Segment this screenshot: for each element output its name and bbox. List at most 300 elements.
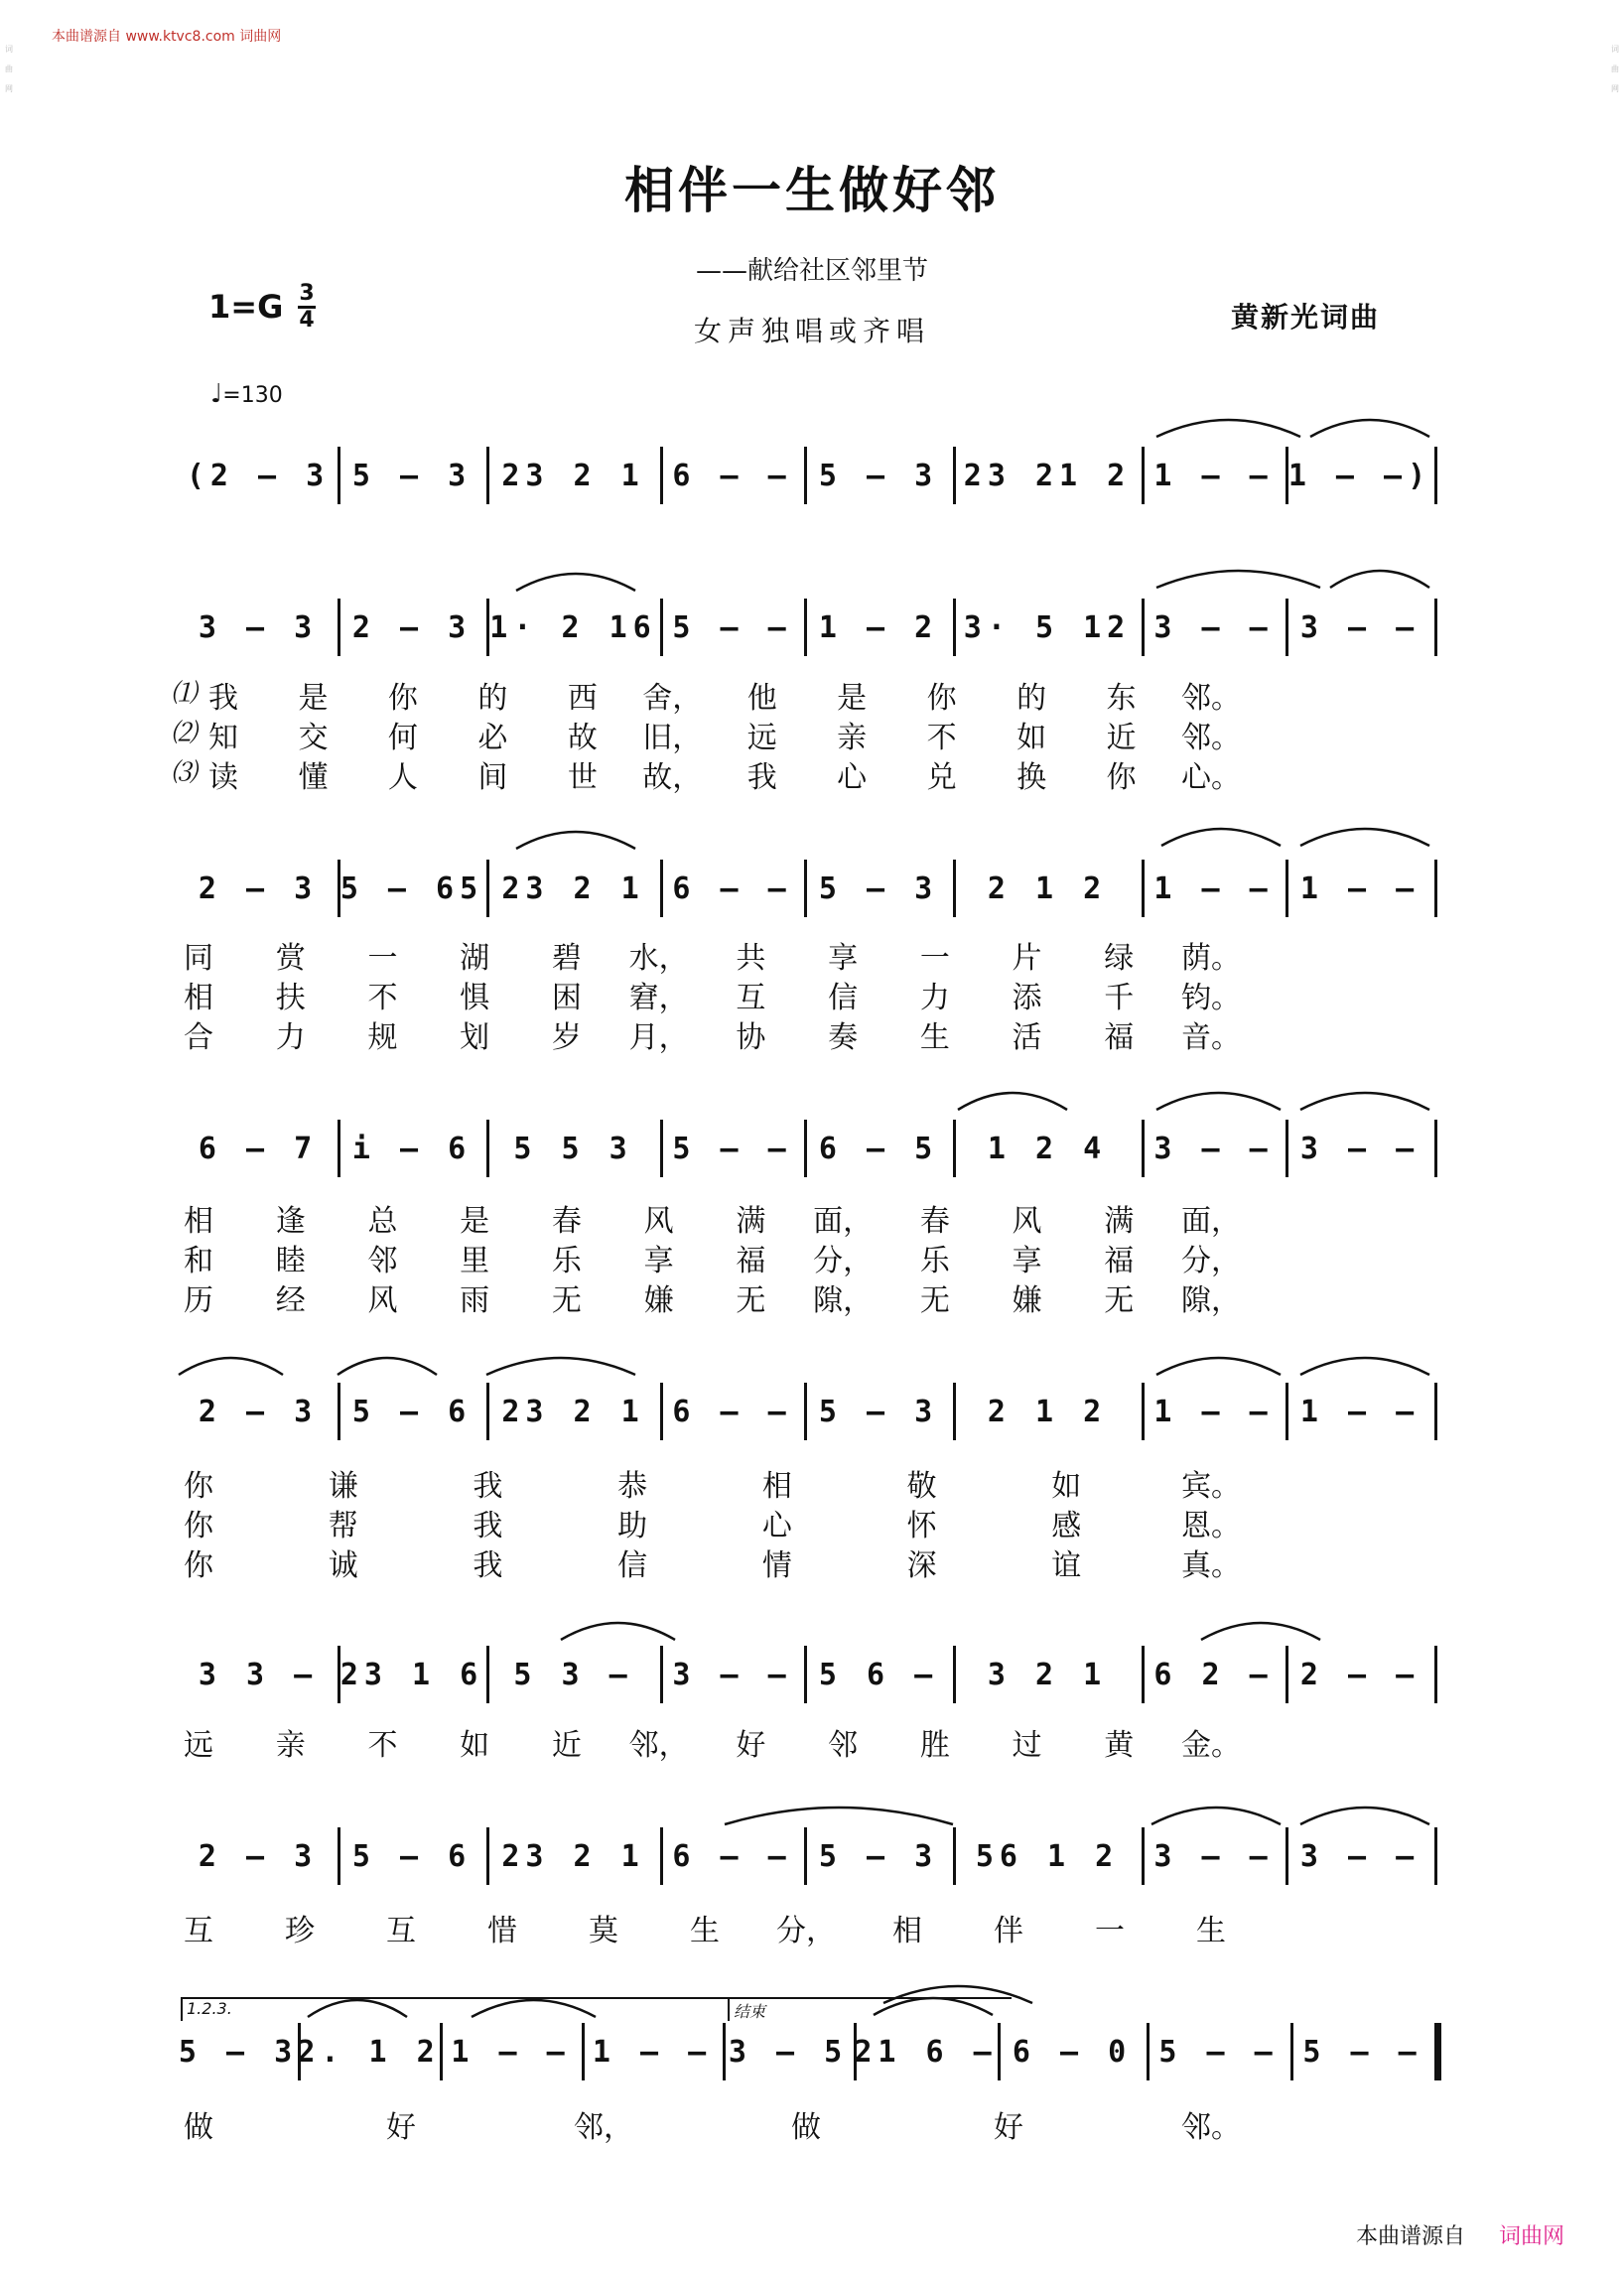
volta-final-ending: 结束 bbox=[728, 1997, 1012, 2021]
slur-arc bbox=[1156, 1093, 1281, 1110]
measure-notes: 2 – 3 bbox=[198, 1395, 319, 1429]
measure-notes: 2 1 2 bbox=[987, 871, 1108, 906]
lyric-syllable: 好 bbox=[736, 1728, 766, 1763]
bar-line bbox=[660, 860, 663, 917]
lyric-syllable: 活 bbox=[1012, 1020, 1042, 1055]
lyric-syllable: 近 bbox=[551, 1728, 582, 1763]
slur-arc bbox=[958, 1093, 1067, 1110]
lyric-syllable: 间 bbox=[477, 760, 508, 795]
measure-notes: 1 2 4 bbox=[987, 1132, 1108, 1166]
lyric-syllable: 如 bbox=[1051, 1469, 1082, 1504]
lyric-syllable: 荫。 bbox=[1181, 941, 1241, 976]
measure-notes: 5 – – bbox=[672, 1132, 792, 1166]
song-title: 相伴一生做好邻 bbox=[624, 162, 1000, 219]
performer-note: 女声独唱或齐唱 bbox=[693, 315, 930, 347]
measure-notes: 1 – –) bbox=[1287, 459, 1432, 493]
slur-arc bbox=[338, 1358, 437, 1375]
lyric-syllable: 黄 bbox=[1104, 1728, 1135, 1763]
bar-line bbox=[1142, 1120, 1145, 1177]
lyric-syllable: 水， bbox=[628, 941, 689, 976]
bar-line bbox=[1142, 1646, 1145, 1703]
lyric-syllable: 千 bbox=[1104, 981, 1135, 1015]
bar-line bbox=[1286, 860, 1288, 917]
lyric-syllable: 情 bbox=[761, 1548, 792, 1583]
measure-notes: 5 – 65 bbox=[339, 871, 484, 906]
time-sig-bottom: 4 bbox=[299, 308, 315, 333]
lyric-syllable: 岁 bbox=[551, 1020, 582, 1055]
lyric-syllable: 共 bbox=[736, 941, 766, 976]
measure-notes: 6 – – bbox=[672, 871, 792, 906]
bar-line bbox=[1434, 1383, 1437, 1440]
lyric-syllable: 怀 bbox=[906, 1509, 937, 1543]
bar-line bbox=[1434, 599, 1437, 656]
bar-line bbox=[953, 1383, 956, 1440]
lyric-syllable: 换 bbox=[1016, 760, 1047, 795]
slur-arc bbox=[1300, 829, 1429, 846]
bar-line bbox=[486, 1646, 489, 1703]
lyric-syllable: 相 bbox=[184, 1204, 213, 1239]
bar-line bbox=[338, 447, 340, 504]
lyric-syllable: 好 bbox=[994, 2110, 1023, 2145]
slur-arc bbox=[1300, 1358, 1429, 1375]
lyric-syllable: 钧。 bbox=[1181, 981, 1241, 1015]
lyric-syllable: 心 bbox=[761, 1509, 792, 1543]
bar-line bbox=[723, 2023, 726, 2080]
lyric-syllable: 邻， bbox=[628, 1728, 689, 1763]
bar-line bbox=[804, 599, 807, 656]
measure-notes: 23 21 2 bbox=[963, 459, 1132, 493]
lyric-syllable: 规 bbox=[367, 1020, 398, 1055]
slur-arc bbox=[1161, 829, 1281, 846]
slur-arc bbox=[179, 1358, 283, 1375]
lyric-syllable: 邻， bbox=[574, 2110, 633, 2145]
slur-arc bbox=[1300, 1093, 1429, 1110]
lyric-syllable: 我 bbox=[473, 1548, 503, 1583]
lyric-syllable: 划 bbox=[460, 1020, 490, 1055]
bar-line bbox=[804, 1827, 807, 1885]
bar-line bbox=[804, 1646, 807, 1703]
bar-line bbox=[1142, 1827, 1145, 1885]
bar-line bbox=[660, 1383, 663, 1440]
measure-notes: 3 – 3 bbox=[198, 610, 319, 645]
bar-line bbox=[582, 2023, 585, 2080]
lyric-syllable: 心 bbox=[837, 760, 868, 795]
measure-notes: 5 – 6 bbox=[351, 1395, 473, 1429]
bar-line bbox=[1147, 2023, 1150, 2080]
lyric-syllable: 旧， bbox=[642, 721, 703, 755]
lyric-syllable: 协 bbox=[736, 1020, 766, 1055]
measure-notes: 1 – – bbox=[1153, 871, 1274, 906]
lyric-syllable: 和 bbox=[184, 1244, 213, 1278]
measure-notes: 3 – 5 bbox=[728, 2035, 849, 2070]
lyric-syllable: 片 bbox=[1012, 941, 1042, 976]
lyric-syllable: 兑 bbox=[926, 760, 957, 795]
lyric-syllable: 邻 bbox=[828, 1728, 859, 1763]
right-side-watermark: 词曲网 bbox=[1611, 45, 1619, 93]
lyric-syllable: 交 bbox=[298, 721, 329, 755]
lyric-syllable: 力 bbox=[919, 981, 950, 1015]
bar-line bbox=[1434, 1646, 1437, 1703]
bar-line bbox=[486, 860, 489, 917]
lyric-syllable: 碧 bbox=[551, 941, 582, 976]
lyric-syllable: 困 bbox=[551, 981, 582, 1015]
lyric-syllable: 人 bbox=[387, 760, 418, 795]
tempo-value: =130 bbox=[222, 383, 283, 408]
lyric-syllable: 读 bbox=[208, 760, 238, 795]
lyric-syllable: 满 bbox=[736, 1204, 766, 1239]
measure-notes: 56 1 2 bbox=[975, 1839, 1120, 1874]
bar-line bbox=[953, 860, 956, 917]
lyric-syllable: 的 bbox=[1016, 681, 1047, 716]
bar-line bbox=[338, 599, 340, 656]
lyric-syllable: 如 bbox=[1016, 721, 1047, 755]
slur-arc bbox=[1156, 571, 1320, 588]
lyric-syllable: 信 bbox=[828, 981, 859, 1015]
lyric-syllable: 舍， bbox=[642, 681, 703, 716]
measure-notes: 3 – – bbox=[672, 1658, 792, 1692]
measure-notes: 5 – – bbox=[672, 610, 792, 645]
lyric-syllable: 亲 bbox=[275, 1728, 306, 1763]
lyric-syllable: 深 bbox=[906, 1548, 937, 1583]
measure-notes: 1 – – bbox=[1153, 1395, 1274, 1429]
lyric-syllable: 合 bbox=[184, 1020, 213, 1055]
lyric-syllable: 满 bbox=[1104, 1204, 1135, 1239]
lyric-syllable: 助 bbox=[617, 1509, 648, 1543]
lyric-syllable: 享 bbox=[1012, 1244, 1042, 1278]
lyric-syllable: 邻 bbox=[367, 1244, 398, 1278]
lyric-syllable: 雨 bbox=[460, 1283, 490, 1318]
lyric-syllable: 同 bbox=[184, 941, 213, 976]
lyric-syllable: 恩。 bbox=[1181, 1509, 1241, 1543]
lyric-syllable: 互 bbox=[386, 1914, 416, 1948]
quarter-note-icon: ♩ bbox=[210, 379, 223, 409]
bar-line bbox=[1434, 2023, 1441, 2080]
measure-notes: i – 6 bbox=[351, 1132, 473, 1166]
measure-notes: 6 – 7 bbox=[198, 1132, 319, 1166]
measure-notes: 1· 2 16 bbox=[489, 610, 657, 645]
lyric-syllable: 世 bbox=[567, 760, 598, 795]
measure-notes: 3 – – bbox=[1153, 1132, 1274, 1166]
lyric-syllable: 恭 bbox=[617, 1469, 648, 1504]
measure-notes: 3 3 – bbox=[198, 1658, 319, 1692]
lyric-syllable: 珍 bbox=[285, 1914, 315, 1948]
lyric-syllable: 总 bbox=[367, 1204, 398, 1239]
lyric-syllable: 奏 bbox=[828, 1020, 859, 1055]
lyric-syllable: 分， bbox=[813, 1244, 874, 1278]
lyric-syllable: 湖 bbox=[460, 941, 490, 976]
lyric-syllable: 乐 bbox=[919, 1244, 950, 1278]
lyric-syllable: 我 bbox=[746, 760, 777, 795]
lyric-syllable: 你 bbox=[1106, 760, 1137, 795]
bar-line bbox=[660, 1827, 663, 1885]
lyric-syllable: 诚 bbox=[328, 1548, 358, 1583]
measure-notes: 1 – – bbox=[1299, 871, 1421, 906]
measure-notes: 3· 5 12 bbox=[963, 610, 1132, 645]
lyric-syllable: 享 bbox=[643, 1244, 674, 1278]
lyric-syllable: 我 bbox=[473, 1469, 503, 1504]
bar-line bbox=[1142, 860, 1145, 917]
lyric-syllable: 窘， bbox=[628, 981, 689, 1015]
lyric-syllable: 隙， bbox=[1181, 1283, 1241, 1318]
measure-notes: 5 – 6 bbox=[351, 1839, 473, 1874]
bar-line bbox=[1142, 599, 1145, 656]
lyric-syllable: 你 bbox=[184, 1548, 213, 1583]
bar-line bbox=[1286, 599, 1288, 656]
lyric-syllable: 隙， bbox=[813, 1283, 874, 1318]
lyric-syllable: 近 bbox=[1106, 721, 1137, 755]
lyric-syllable: 故， bbox=[642, 760, 703, 795]
lyric-syllable: 扶 bbox=[275, 981, 306, 1015]
lyric-syllable: 宾。 bbox=[1181, 1469, 1241, 1504]
lyric-syllable: 故 bbox=[567, 721, 598, 755]
measure-notes: 23 2 1 bbox=[501, 459, 645, 493]
lyric-syllable: 春 bbox=[551, 1204, 582, 1239]
lyric-syllable: 是 bbox=[298, 681, 329, 716]
lyric-syllable: 无 bbox=[736, 1283, 766, 1318]
lyric-syllable: 莫 bbox=[589, 1914, 618, 1948]
lyric-syllable: 经 bbox=[275, 1283, 306, 1318]
bar-line bbox=[1286, 1646, 1288, 1703]
slur-arc bbox=[1156, 420, 1300, 437]
measure-notes: 5 – 3 bbox=[351, 459, 473, 493]
bar-line bbox=[804, 860, 807, 917]
measure-notes: 6 – – bbox=[672, 1395, 792, 1429]
lyric-syllable: 相 bbox=[761, 1469, 792, 1504]
slur-arc bbox=[1330, 571, 1429, 588]
bar-line bbox=[486, 1383, 489, 1440]
lyric-syllable: 做 bbox=[184, 2110, 213, 2145]
measure-notes: 3 – – bbox=[1299, 1132, 1421, 1166]
lyric-syllable: 他 bbox=[746, 681, 777, 716]
measure-notes: 3 – – bbox=[1299, 610, 1421, 645]
measure-notes: 3 2 1 bbox=[987, 1658, 1108, 1692]
measure-notes: 6 – 0 bbox=[1012, 2035, 1133, 2070]
slur-arc bbox=[1310, 420, 1429, 437]
lyric-syllable: 春 bbox=[919, 1204, 950, 1239]
measure-notes: 6 – 5 bbox=[818, 1132, 939, 1166]
footer-site-link[interactable]: 词曲网 bbox=[1499, 2224, 1565, 2249]
bar-line bbox=[953, 599, 956, 656]
bar-line bbox=[1434, 1120, 1437, 1177]
lyric-syllable: 不 bbox=[926, 721, 957, 755]
measure-notes: 23 2 1 bbox=[501, 871, 645, 906]
lyric-syllable: 福 bbox=[736, 1244, 766, 1278]
lyric-syllable: 月， bbox=[628, 1020, 689, 1055]
lyric-syllable: 乐 bbox=[551, 1244, 582, 1278]
lyric-syllable: 西 bbox=[567, 681, 598, 716]
lyric-syllable: 你 bbox=[184, 1509, 213, 1543]
measure-notes: 5 3 – bbox=[513, 1658, 633, 1692]
measure-notes: 2 – 3 bbox=[351, 610, 473, 645]
bar-line bbox=[660, 1120, 663, 1177]
lyric-syllable: 分， bbox=[1181, 1244, 1241, 1278]
verse-number: ⑶ bbox=[171, 758, 198, 788]
measure-notes: 5 – 3 bbox=[178, 2035, 299, 2070]
lyric-syllable: 好 bbox=[386, 2110, 416, 2145]
source-watermark: 本曲谱源自 www.ktvc8.com 词曲网 bbox=[52, 29, 282, 45]
bar-line bbox=[953, 1646, 956, 1703]
bar-line bbox=[804, 1383, 807, 1440]
lyric-syllable: 惧 bbox=[460, 981, 490, 1015]
lyric-syllable: 不 bbox=[367, 981, 398, 1015]
lyric-syllable: 必 bbox=[477, 721, 508, 755]
lyric-syllable: 历 bbox=[184, 1283, 213, 1318]
lyric-syllable: 是 bbox=[837, 681, 868, 716]
lyric-syllable: 你 bbox=[926, 681, 957, 716]
bar-line bbox=[953, 1827, 956, 1885]
measure-notes: (2 – 3 bbox=[186, 459, 331, 493]
lyric-syllable: 分， bbox=[776, 1914, 836, 1948]
lyric-syllable: 相 bbox=[184, 981, 213, 1015]
song-subtitle: ——献给社区邻里节 bbox=[695, 256, 928, 286]
lyric-syllable: 一 bbox=[1095, 1914, 1125, 1948]
measure-notes: 5 – – bbox=[1302, 2035, 1422, 2070]
bar-line bbox=[486, 1827, 489, 1885]
measure-notes: 21 6 – bbox=[854, 2035, 998, 2070]
lyric-syllable: 逢 bbox=[275, 1204, 306, 1239]
bar-line bbox=[660, 599, 663, 656]
lyric-syllable: 生 bbox=[690, 1914, 720, 1948]
time-sig-top: 3 bbox=[299, 281, 315, 306]
lyric-syllable: 邻。 bbox=[1181, 721, 1241, 755]
bar-line bbox=[1142, 1383, 1145, 1440]
lyric-syllable: 赏 bbox=[275, 941, 306, 976]
bar-line bbox=[486, 447, 489, 504]
lyric-syllable: 福 bbox=[1104, 1244, 1135, 1278]
measure-notes: 3 – – bbox=[1153, 1839, 1274, 1874]
bar-line bbox=[486, 1120, 489, 1177]
left-side-watermark: 词曲网 bbox=[5, 45, 13, 93]
bar-line bbox=[1286, 1120, 1288, 1177]
lyric-syllable: 风 bbox=[1012, 1204, 1042, 1239]
lyric-syllable: 敬 bbox=[906, 1469, 937, 1504]
measure-notes: 23 2 1 bbox=[501, 1839, 645, 1874]
lyric-syllable: 我 bbox=[473, 1509, 503, 1543]
lyric-syllable: 音。 bbox=[1181, 1020, 1241, 1055]
verse-number: ⑴ bbox=[171, 679, 198, 709]
measure-notes: 1 – 2 bbox=[818, 610, 939, 645]
slur-arc bbox=[725, 1808, 953, 1824]
measure-notes: 5 – – bbox=[1158, 2035, 1279, 2070]
lyric-syllable: 我 bbox=[208, 681, 238, 716]
lyric-syllable: 惜 bbox=[487, 1914, 517, 1948]
author-credit: 黄新光词曲 bbox=[1231, 301, 1381, 334]
lyric-syllable: 邻。 bbox=[1181, 2110, 1241, 2145]
measure-notes: 2 – – bbox=[1299, 1658, 1421, 1692]
lyric-syllable: 你 bbox=[184, 1469, 213, 1504]
bar-line bbox=[1290, 2023, 1293, 2080]
volta-first-ending: 1.2.3. bbox=[181, 1997, 728, 2021]
lyric-syllable: 心。 bbox=[1181, 760, 1241, 795]
bar-line bbox=[1286, 1827, 1288, 1885]
lyric-syllable: 帮 bbox=[328, 1509, 358, 1543]
lyric-syllable: 绿 bbox=[1104, 941, 1135, 976]
lyric-syllable: 风 bbox=[643, 1204, 674, 1239]
lyric-syllable: 一 bbox=[919, 941, 950, 976]
measure-notes: 2 – 3 bbox=[198, 871, 319, 906]
slur-arc bbox=[561, 1623, 675, 1640]
measure-notes: 1 – – bbox=[451, 2035, 571, 2070]
tempo-marking bbox=[210, 379, 283, 409]
lyric-syllable: 添 bbox=[1012, 981, 1042, 1015]
lyric-syllable: 无 bbox=[1104, 1283, 1135, 1318]
lyric-syllable: 感 bbox=[1051, 1509, 1082, 1543]
lyric-syllable: 懂 bbox=[298, 760, 329, 795]
lyric-syllable: 生 bbox=[919, 1020, 950, 1055]
bar-line bbox=[338, 1120, 340, 1177]
measure-notes: 5 5 3 bbox=[513, 1132, 633, 1166]
key-signature: 1=G bbox=[208, 288, 284, 326]
bar-line bbox=[338, 1383, 340, 1440]
lyric-syllable: 相 bbox=[892, 1914, 922, 1948]
lyric-syllable: 一 bbox=[367, 941, 398, 976]
lyric-syllable: 真。 bbox=[1181, 1548, 1241, 1583]
measure-notes: 1 – – bbox=[1299, 1395, 1421, 1429]
measure-notes: 2. 1 2 bbox=[297, 2035, 441, 2070]
lyric-syllable: 远 bbox=[746, 721, 777, 755]
measure-notes: 2 1 2 bbox=[987, 1395, 1108, 1429]
lyric-syllable: 亲 bbox=[837, 721, 868, 755]
measure-notes: 3 – – bbox=[1153, 610, 1274, 645]
lyric-syllable: 睦 bbox=[275, 1244, 306, 1278]
lyric-syllable: 何 bbox=[387, 721, 418, 755]
lyric-syllable: 是 bbox=[460, 1204, 490, 1239]
lyric-syllable: 互 bbox=[736, 981, 766, 1015]
lyric-syllable: 嫌 bbox=[1012, 1283, 1042, 1318]
lyric-syllable: 过 bbox=[1012, 1728, 1042, 1763]
measure-notes: 5 – 3 bbox=[818, 871, 939, 906]
bar-line bbox=[998, 2023, 1001, 2080]
lyric-syllable: 的 bbox=[477, 681, 508, 716]
lyric-syllable: 福 bbox=[1104, 1020, 1135, 1055]
measure-notes: 23 1 6 bbox=[339, 1658, 484, 1692]
bar-line bbox=[1142, 447, 1145, 504]
bar-line bbox=[804, 1120, 807, 1177]
measure-notes: 6 – – bbox=[672, 459, 792, 493]
lyric-syllable: 互 bbox=[184, 1914, 213, 1948]
slur-arc bbox=[1201, 1623, 1320, 1640]
lyric-syllable: 嫌 bbox=[643, 1283, 674, 1318]
bar-line bbox=[804, 447, 807, 504]
bar-line bbox=[1286, 1383, 1288, 1440]
verse-number: ⑵ bbox=[171, 719, 198, 748]
lyric-syllable: 远 bbox=[184, 1728, 213, 1763]
measure-notes: 5 – 3 bbox=[818, 1395, 939, 1429]
lyric-syllable: 无 bbox=[551, 1283, 582, 1318]
measure-notes: 23 2 1 bbox=[501, 1395, 645, 1429]
measure-notes: 5 – 3 bbox=[818, 459, 939, 493]
bar-line bbox=[1434, 1827, 1437, 1885]
lyric-syllable: 胜 bbox=[919, 1728, 950, 1763]
bar-line bbox=[660, 447, 663, 504]
lyric-syllable: 做 bbox=[791, 2110, 821, 2145]
lyric-syllable: 面， bbox=[813, 1204, 874, 1239]
footer-source: 本曲谱源自 bbox=[1356, 2224, 1466, 2249]
slur-arc bbox=[1300, 1808, 1429, 1824]
lyric-syllable: 无 bbox=[919, 1283, 950, 1318]
slur-arc bbox=[486, 1358, 635, 1375]
measure-notes: 6 – – bbox=[672, 1839, 792, 1874]
measure-notes: 6 2 – bbox=[1153, 1658, 1274, 1692]
lyric-syllable: 你 bbox=[387, 681, 418, 716]
bar-line bbox=[953, 447, 956, 504]
lyric-syllable: 伴 bbox=[994, 1914, 1023, 1948]
lyric-syllable: 风 bbox=[367, 1283, 398, 1318]
slur-arc bbox=[516, 832, 635, 849]
lyric-syllable: 里 bbox=[460, 1244, 490, 1278]
slur-arc bbox=[516, 574, 635, 591]
bar-line bbox=[660, 1646, 663, 1703]
